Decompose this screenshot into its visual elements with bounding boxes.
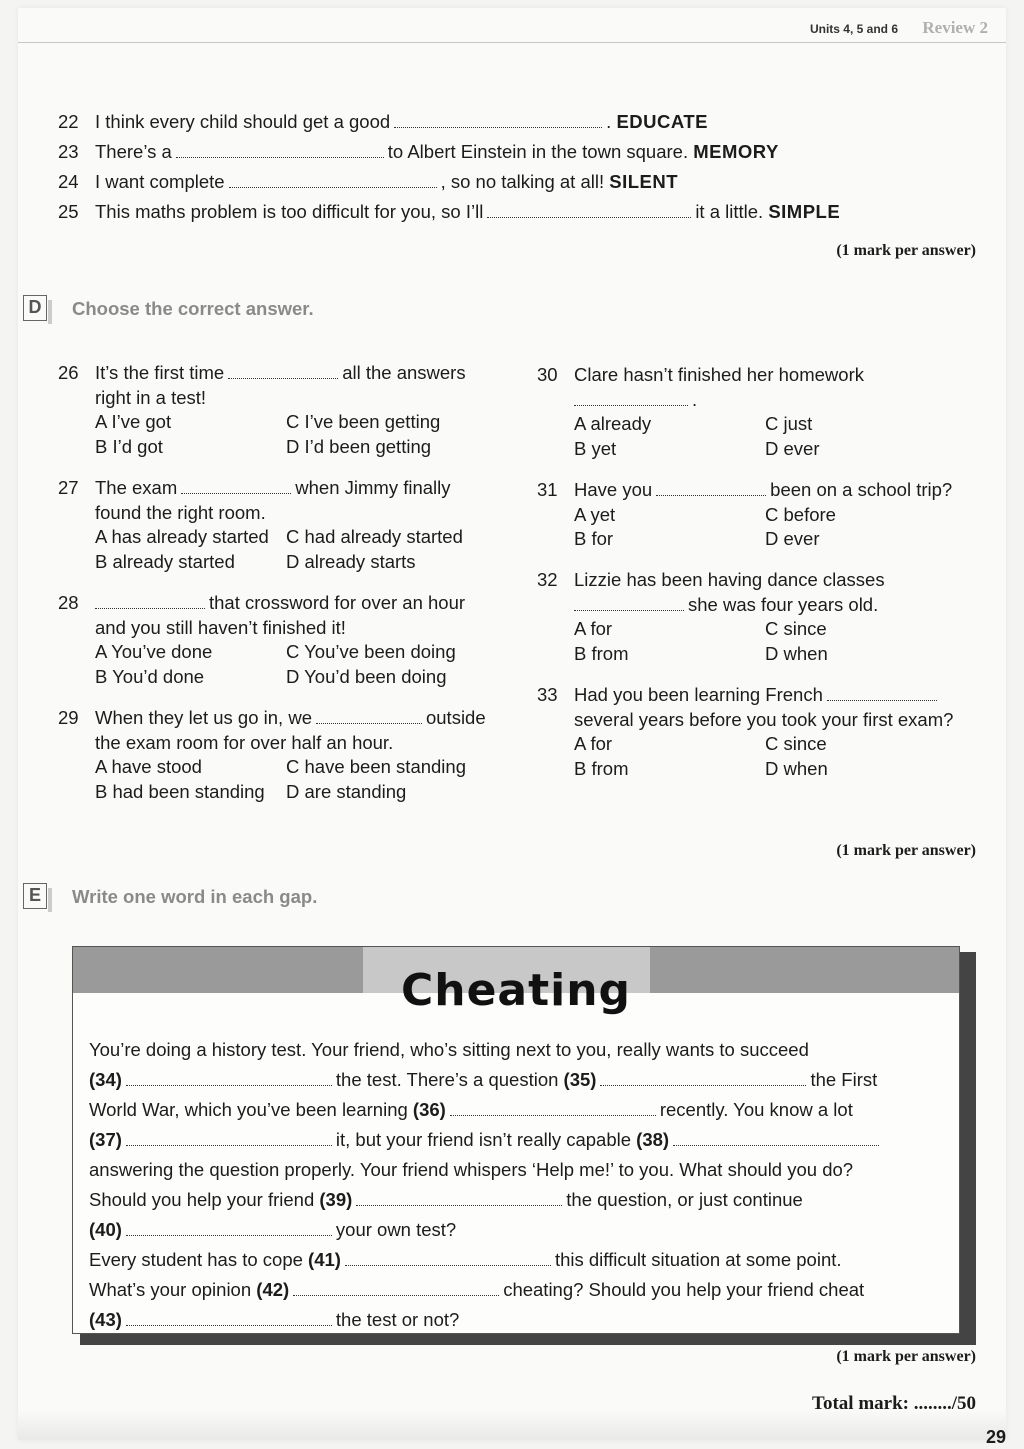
section-d-title: Choose the correct answer. bbox=[72, 298, 314, 319]
option-d[interactable]: D when bbox=[765, 642, 828, 664]
option-a[interactable]: A You’ve done bbox=[95, 641, 213, 662]
section-e-title: Write one word in each gap. bbox=[72, 886, 318, 907]
answer-gap[interactable] bbox=[229, 173, 437, 188]
text-line: What’s your opinion (42) cheating? Should you help your friend cheat bbox=[89, 1279, 865, 1300]
option-d[interactable]: D ever bbox=[765, 528, 820, 549]
option-a[interactable]: A yet bbox=[574, 503, 616, 525]
item-23: 23 There’s a to Albert Einstein in the town square. MEMORY bbox=[58, 141, 779, 162]
option-c[interactable]: C just bbox=[765, 413, 813, 434]
option-b[interactable]: B for bbox=[574, 528, 614, 549]
option-b[interactable]: B yet bbox=[574, 437, 617, 459]
item-22: 22 I think every child should get a good . EDUCATE bbox=[58, 111, 708, 132]
answer-gap[interactable] bbox=[345, 1251, 551, 1266]
option-d[interactable]: D are standing bbox=[286, 780, 407, 802]
text-line: (37) it, but your friend isn’t really capable (38) bbox=[89, 1128, 883, 1152]
option-a[interactable]: A have stood bbox=[95, 756, 202, 777]
text-line: (43) the test or not? bbox=[89, 1309, 460, 1330]
option-d[interactable]: D I’d been getting bbox=[286, 435, 432, 457]
option-c[interactable]: C since bbox=[765, 733, 827, 754]
mark-note-e: (1 mark per answer) bbox=[836, 1348, 976, 1365]
option-b[interactable]: B from bbox=[574, 757, 629, 779]
text-line: Should you help your friend (39) the question, or just continue bbox=[89, 1189, 803, 1210]
mark-note-c: (1 mark per answer) bbox=[836, 242, 976, 259]
option-a[interactable]: A for bbox=[574, 618, 613, 639]
answer-gap[interactable] bbox=[450, 1101, 656, 1116]
page-number: 29 bbox=[985, 1427, 1006, 1447]
text-line: World War, which you’ve been learning (36) recently. You know a lot bbox=[89, 1099, 853, 1120]
mark-note-d: (1 mark per answer) bbox=[836, 842, 976, 859]
answer-gap[interactable] bbox=[293, 1281, 499, 1296]
option-d[interactable]: D ever bbox=[765, 437, 820, 459]
item-24: 24 I want complete , so no talking at all! SILENT bbox=[58, 171, 679, 192]
cheating-text-box bbox=[72, 946, 960, 1334]
option-a[interactable]: A I’ve got bbox=[95, 411, 172, 432]
option-c[interactable]: C I’ve been getting bbox=[286, 411, 441, 432]
answer-gap[interactable] bbox=[487, 203, 691, 218]
answer-gap[interactable] bbox=[356, 1191, 562, 1206]
section-d-label: D bbox=[23, 295, 47, 321]
header-units: Units 4, 5 and 6 bbox=[809, 22, 898, 36]
answer-gap[interactable] bbox=[126, 1221, 332, 1236]
option-c[interactable]: C before bbox=[765, 503, 836, 525]
box-title: Cheating bbox=[400, 965, 632, 1016]
text-line: (40) your own test? bbox=[89, 1219, 457, 1240]
option-d[interactable]: D already starts bbox=[286, 550, 416, 572]
text-line: Every student has to cope (41) this difficult situation at some point. bbox=[89, 1249, 842, 1270]
total-mark: Total mark: ......../50 bbox=[812, 1393, 976, 1414]
header-review: Review 2 bbox=[922, 18, 988, 37]
option-c[interactable]: C You’ve been doing bbox=[286, 641, 456, 662]
option-c[interactable]: C since bbox=[765, 618, 827, 639]
worksheet-page: Units 4, 5 and 6 Review 2 22 I think every child should get a good . EDUCATE 23 There’s a to Albert Einstein in the town square. MEMORY 24 I want complete , so no talking at all! SILENT 25 This maths problem is too difficult for you, so I’ll it a little. SIMPLE (1 mark per answer) D Choose the correct answer. 26 It’s the first time all the answers right in a test! A I’ve got C I’ve been getting B I’d got D I’d been getting 27 The exam when Jimmy finally found the right room. A has already started C had already started B already started D already starts 28 that crossword for over an hour and you still haven’t finished it! A You’ve done C You’ve been doing B You’d done D You’d been doing 29 When they let us go in, we outside the exam room for over half an hour. A have stood C have been standing B had been standing D are standing 30 Clare hasn’t finished her homework . A already C just B yet D ever 31 Have you been on a school trip? A yet C before B for D ever 32 Lizzie has been having dance classes she was four years old. A for C since B from D when 33 Had you been learning French several years before you took your first exam? A for C since B from D when (1 mark per answer) E Write one word in each gap. Cheating You’re doing a history test. Your friend, who’s sitting next to you, really wants to succeed (34) the test. There’s a question (35) the First World War, which you’ve been learning (36) recently. You know a lot (37) it, but your friend isn’t really capable (38) answering the question properly. Your friend whispers ‘Help me!’ to you. What should you do? Should you help your friend (39) the question, or just continue (40) your own test? Every student has to cope (41) this difficult situation at some point. What’s your opinion (42) cheating? Should you help your friend cheat (43) the test or not? (1 mark per answer) Total mark: ......../50 29 bbox=[18, 8, 1006, 1440]
section-e-label: E bbox=[23, 883, 47, 909]
header-divider bbox=[18, 42, 1006, 43]
option-a[interactable]: A for bbox=[574, 733, 613, 754]
answer-gap[interactable] bbox=[394, 113, 602, 128]
option-d[interactable]: D You’d been doing bbox=[286, 665, 447, 687]
answer-gap[interactable] bbox=[673, 1131, 879, 1146]
answer-gap[interactable] bbox=[126, 1311, 332, 1326]
option-b[interactable]: B I’d got bbox=[95, 435, 163, 457]
option-d[interactable]: D when bbox=[765, 757, 828, 779]
answer-gap[interactable] bbox=[126, 1131, 332, 1146]
text-line: (34) the test. There’s a question (35) the First bbox=[89, 1069, 878, 1090]
option-b[interactable]: B had been standing bbox=[95, 780, 265, 802]
option-b[interactable]: B from bbox=[574, 642, 629, 664]
answer-gap[interactable] bbox=[176, 143, 384, 158]
option-c[interactable]: C had already started bbox=[286, 526, 463, 547]
text-line: You’re doing a history test. Your friend, who’s sitting next to you, really wants to succeed bbox=[89, 1039, 809, 1060]
option-a[interactable]: A has already started bbox=[95, 526, 269, 547]
option-a[interactable]: A already bbox=[574, 413, 652, 434]
text-line: answering the question properly. Your friend whispers ‘Help me!’ to you. What should you do? bbox=[89, 1159, 854, 1180]
option-b[interactable]: B You’d done bbox=[95, 665, 205, 687]
option-c[interactable]: C have been standing bbox=[286, 756, 466, 777]
answer-gap[interactable] bbox=[600, 1071, 806, 1086]
answer-gap[interactable] bbox=[126, 1071, 332, 1086]
option-b[interactable]: B already started bbox=[95, 550, 235, 572]
item-25: 25 This maths problem is too difficult for you, so I’ll it a little. SIMPLE bbox=[58, 201, 841, 222]
